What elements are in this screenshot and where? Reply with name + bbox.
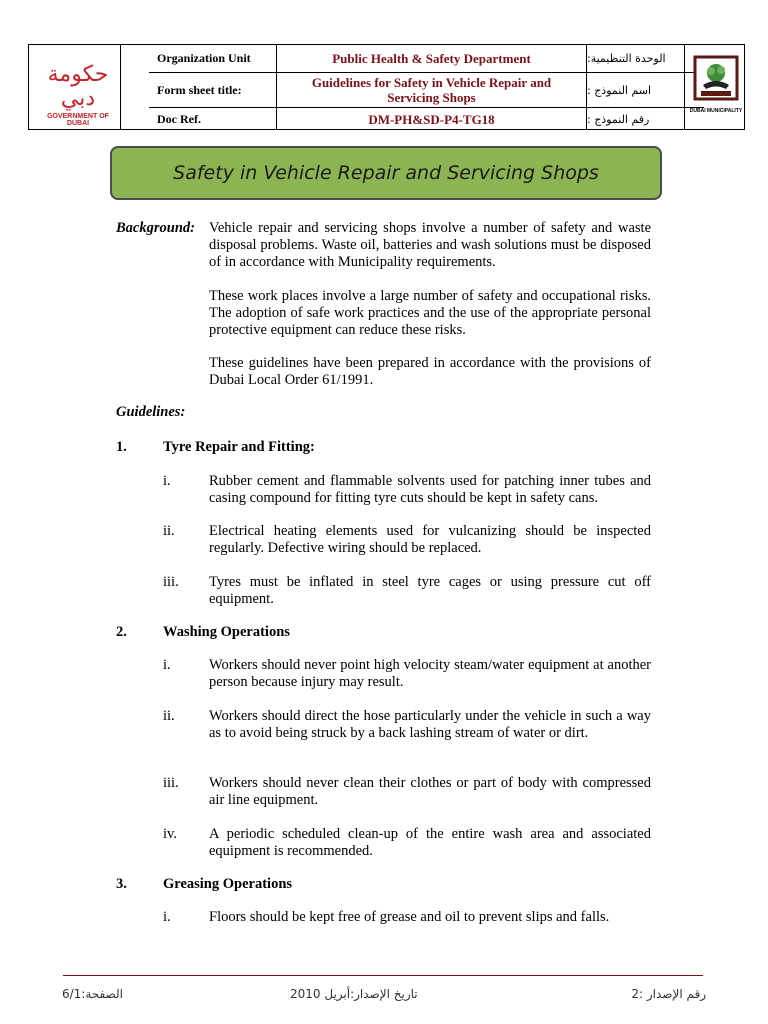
item-text: Workers should never point high velocity steam/water equipment at another person because injury may result. — [209, 657, 651, 690]
footer-revision: رقم الإصدار :2 — [631, 987, 706, 1001]
header-grid — [149, 45, 704, 129]
document-header — [28, 44, 745, 130]
section-number: 3. — [116, 876, 127, 892]
header-label: Doc Ref. — [149, 108, 277, 130]
header-value: Guidelines for Safety in Vehicle Repair and Servicing Shops — [277, 73, 587, 107]
title-banner: Safety in Vehicle Repair and Servicing Shops — [110, 146, 662, 200]
item-text: Electrical heating elements used for vulcanizing should be inspected regularly. Defective wiring should be replaced. — [209, 523, 651, 556]
background-label: Background: — [116, 220, 195, 236]
logo-right-english: DUBAI MUNICIPALITY — [689, 108, 743, 114]
header-arabic: الوحدة التنظيمية: — [587, 52, 666, 65]
background-paragraph-3: These guidelines have been prepared in accordance with the provisions of Dubai Local Order 61/1991. — [209, 355, 651, 388]
item-number: iv. — [163, 826, 177, 842]
item-number: i. — [163, 909, 171, 925]
item-text: Rubber cement and flammable solvents used for patching inner tubes and casing compound for fitting tyre cuts should be kept in safety cans. — [209, 473, 651, 506]
guidelines-label: Guidelines: — [116, 404, 186, 420]
section-number: 2. — [116, 624, 127, 640]
header-arabic: رقم النموذج : — [587, 112, 650, 126]
footer-page-number: الصفحة:6/1 — [62, 987, 124, 1001]
item-text: Workers should never clean their clothes or part of body with compressed air line equipment. — [209, 775, 651, 808]
header-label: Organization Unit — [149, 45, 277, 72]
government-of-dubai-logo — [29, 45, 121, 129]
section-number: 1. — [116, 439, 127, 455]
header-arabic: اسم النموذج : — [587, 83, 652, 97]
municipality-emblem-icon — [693, 55, 739, 101]
footer-divider — [63, 975, 703, 976]
item-text: A periodic scheduled clean-up of the entire wash area and associated equipment is recommended. — [209, 826, 651, 859]
header-label: Form sheet title: — [149, 73, 277, 107]
background-paragraph-1: Vehicle repair and servicing shops involve a number of safety and waste disposal problems. Waste oil, batteries and wash solutions must be disposed of in accordance with Municipality requirements. — [209, 220, 651, 270]
header-row-organization — [149, 45, 704, 73]
header-value: Public Health & Safety Department — [277, 45, 587, 72]
item-text: Tyres must be inflated in steel tyre cages or using pressure cut off equipment. — [209, 574, 651, 607]
footer-issue-date: تاريخ الإصدار:أبريل 2010 — [290, 987, 418, 1001]
section-title: Washing Operations — [163, 624, 290, 640]
item-number: iii. — [163, 775, 179, 791]
item-number: ii. — [163, 708, 175, 724]
header-row-docref — [149, 108, 704, 130]
item-text: Workers should direct the hose particularly under the vehicle in such a way as to avoid being struck by a back lashing stream of water or dirt. — [209, 708, 651, 741]
item-text: Floors should be kept free of grease and oil to prevent slips and falls. — [209, 909, 610, 925]
item-number: iii. — [163, 574, 179, 590]
logo-left-english: GOVERNMENT OF DUBAI — [47, 113, 109, 127]
section-title: Tyre Repair and Fitting: — [163, 439, 315, 455]
background-paragraph-2: These work places involve a large number of safety and occupational risks. The adoption of safe work practices and the use of the appropriate personal protective equipment can reduce these risks. — [209, 288, 651, 338]
item-number: i. — [163, 473, 171, 489]
item-number: ii. — [163, 523, 175, 539]
section-title: Greasing Operations — [163, 876, 293, 892]
header-row-title — [149, 73, 704, 108]
logo-left-arabic: حكومة دبي — [47, 62, 109, 111]
header-value: DM-PH&SD-P4-TG18 — [277, 108, 587, 130]
item-number: i. — [163, 657, 171, 673]
dubai-municipality-logo — [684, 45, 744, 129]
